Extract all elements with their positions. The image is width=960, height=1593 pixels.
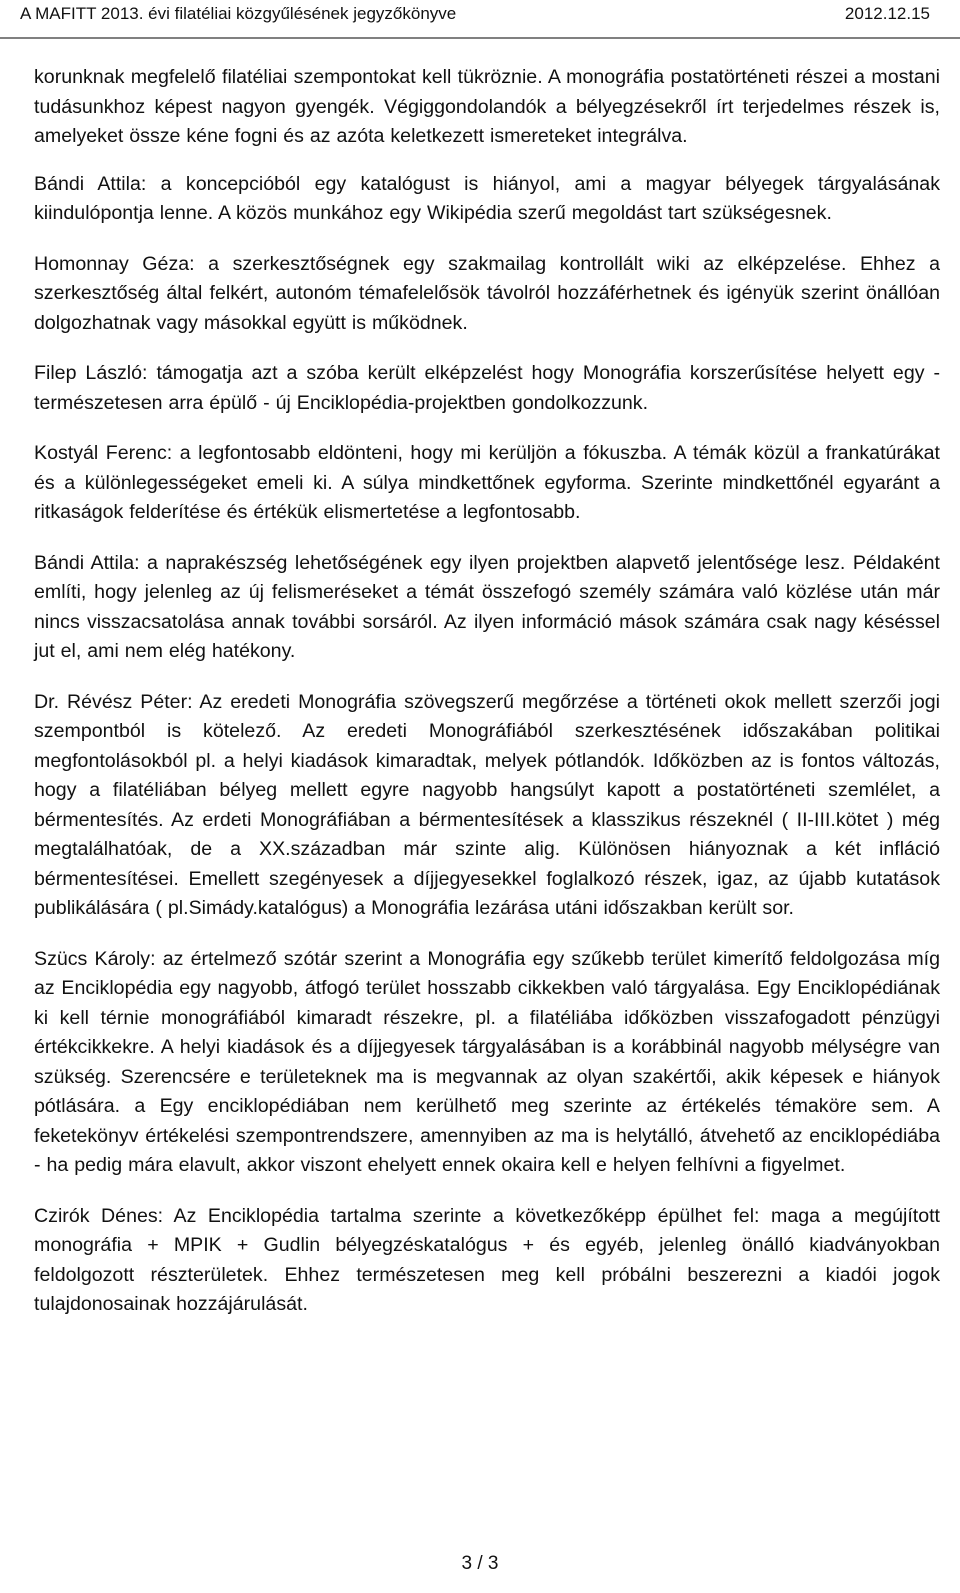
paragraph-kostyal: Kostyál Ferenc: a legfontosabb eldönteni, hogy mi kerüljön a fókuszba. A témák közül a frankatúrákat és a különlegességeket emeli ki. A súlya mindkettőnek egyforma. Szerinte mindkettőnél egyaránt a ritkaságok felderítése és értékük elismertetése a legfontosabb. bbox=[34, 442, 940, 523]
paragraph-homonnay: Homonnay Géza: a szerkesztőségnek egy szakmailag kontrollált wiki az elképzelése. Ehhez a szerkesztőség által felkért, autonóm témafelelősök távolról hozzáférhetnek és igényük szerint önállóan dolgozhatnak vagy másokkal együtt is működnek. bbox=[34, 252, 940, 334]
paragraph-continuation: korunknak megfelelő filatéliai szempontokat kell tükröznie. A monográfia postatörténeti részei a mostani tudásunkhoz képest nagyon gyengék. Végiggondolandók a bélyegzésekről írt terjedelmes részek is, amelyeket össze kéne fogni és az azóta keletkezett ismereteket integrálva. bbox=[34, 66, 940, 147]
paragraph-bandi-2: Bándi Attila: a naprakészség lehetőségének egy ilyen projektben alapvető jelentősége lesz. Példaként említi, hogy jelenleg az új felismeréseket a témát összefogó személy számára való közlése után már nincs visszacsatolása annak további sorsáról. Az ilyen információ mások számára csak nagy késéssel jut el, ami nem elég hatékony. bbox=[34, 551, 940, 662]
paragraph-filep: Filep László: támogatja azt a szóba került elképzelést hogy Monográfia korszerűsítése helyett egy - természetesen arra épülő - új Enciklopédia-projektben gondolkozzunk. bbox=[34, 362, 940, 414]
paragraph-cziroka: Czirók Dénes: Az Enciklopédia tartalma szerinte a következőképp épülhet fel: maga a megújított monográfia + MPIK + Gudlin bélyegzéskatalógus + és egyéb, jelenleg önálló kiadványokban feldolgozott részterületek. Ehhez természetesen meg kell próbálni beszerezni a kiadói jogok tulajdonosainak hozzájárulását. bbox=[34, 1204, 940, 1315]
paragraph-szucs: Szücs Károly: az értelmező szótár szerint a Monográfia egy szűkebb terület kimerítő feldolgozása míg az Enciklopédia egy nagyobb, átfogó terület hosszabb cikkekben való tárgyalása. Egy Enciklopédiának ki kell térnie monográfiából kimaradt részekre, pl. a filatéliába időközben visszafogadott pénzügyi értékcikkekre. A helyi kiadások és a díjjegyesek tárgyalásában is a korábbinál nagyobb mélységre van szükség. Szerencsére e területeknek ma is megvannak az olyan szakértői, akik képesek e hiányok pótlására. a Egy enciklopédiában nem kerülhető meg szerinte az értékelés témaköre sem. A feketekönyv értékelési szempontrendszere, amennyiben az ma is helytálló, átvehető az enciklopédiába - ha pedig mára elavult, akkor viszont ehelyett ennek okaira kell e helyen felhívni a figyelmet. bbox=[34, 947, 940, 1176]
page-header bbox=[0, 0, 960, 39]
document-date: 2012.12.15 bbox=[844, 4, 930, 23]
paragraph-bandi-1: Bándi Attila: a koncepcióból egy katalógust is hiányol, ami a magyar bélyegek tárgyalásának kiindulópontja lenne. A közös munkához egy Wikipédia szerű megoldást tart szükségesnek. bbox=[34, 172, 940, 224]
paragraph-revesz: Dr. Révész Péter: Az eredeti Monográfia szövegszerű megőrzése a történeti okok mellett szerzői jogi szempontból is kötelező. Az eredeti Monográfiából szerkesztésének időszakában politikai megfontolásokból pl. a helyi kiadások kimaradtak, melyek pótlandók. Időközben az is fontos változás, hogy a filatéliában bélyeg mellett egyre nagyobb hangsúlyt kapott a postatörténeti szemlélet, a bérmentesítés. Az erdeti Monográfiában a bérmentesítések a klasszikus részeknél ( II-III.kötet ) még megtalálhatóak, de a XX.században már szinte alig. Különösen hiányoznak a két infláció bérmentesítései. Emellett szegényesek a díjjegyesekkel foglalkozó részek, igaz, az újabb kutatások publikálására ( pl.Simády.katalógus) a Monográfia lezárása utáni időszakban került sor. bbox=[34, 690, 940, 919]
document-body bbox=[34, 63, 940, 1341]
document-title: A MAFITT 2013. évi filatéliai közgyűlésének jegyzőkönyve bbox=[20, 4, 457, 23]
page-number: 3 / 3 bbox=[461, 1553, 499, 1574]
